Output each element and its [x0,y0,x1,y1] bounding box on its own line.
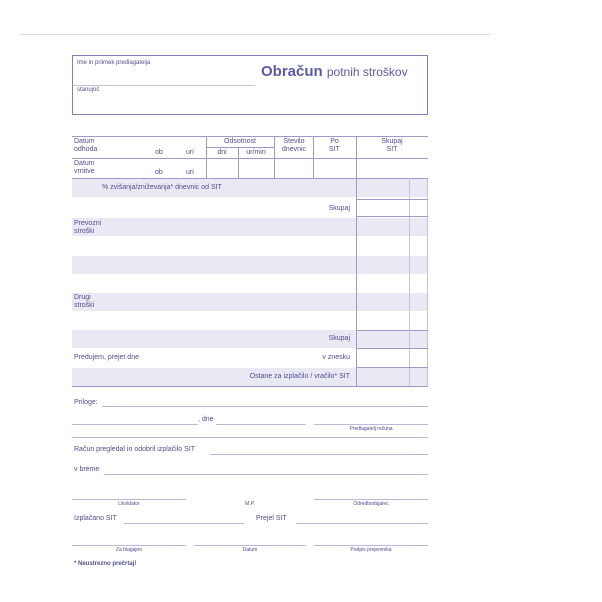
subtotal2-label: Skupaj [328,335,350,342]
header-box [72,55,428,115]
form-title-rest: potnih stroškov [326,65,408,79]
days-label: dni [217,149,227,156]
uri-label: uri [186,149,194,156]
subtotal1-label: Skupaj [328,205,350,212]
approver-label: Odredbodajalec [353,501,389,507]
band-transport-2 [72,256,428,274]
total-sit-label: Skupaj SIT [381,138,403,153]
band-transport-1 [72,218,428,236]
mp-label: M.P. [245,501,255,507]
liquidator-label: Likvidator [118,501,140,507]
footnote: * Neustrezno prečrtaj! [74,561,137,567]
reviewed-label: Račun pregledal in odobril izplačilo SIT [74,446,196,453]
remainder-label: Ostane za izplačilo / vračilo* SIT [249,373,350,380]
uri2-label: uri [186,169,194,176]
received-label: Prejel SIT [256,515,287,522]
treasurer-label: Za blagajno [115,547,143,553]
date-sep-label: , dne [198,416,214,423]
attachments-label: Priloge: [74,399,98,406]
return-date-label: Datum vrnitve [74,160,95,175]
band-other-1 [72,293,428,311]
band-other-2 [72,330,428,348]
form-title-bold: Obračun [261,63,323,80]
charge-to-label: v breme [74,466,100,473]
recipient-sign-label: Podpis prejemnika [350,547,392,553]
residence-label: stanujoč [77,87,100,93]
absence-label: Odsotnost [224,138,256,145]
table-head-line [72,158,428,159]
transport-costs-label: Prevozni stroški [74,220,102,235]
increase-label: % zvišanja/zniževanja* dnevnic od SIT [102,184,222,191]
form-title [261,63,408,80]
table-top-line [72,136,428,137]
claimant-sign-label: Predlagatelj računa [349,426,393,432]
advance-label: Predujem, prejet dne [74,354,139,361]
ob2-label: ob [155,169,163,176]
ob-label: ob [155,149,163,156]
date-label: Datum [242,547,258,553]
other-costs-label: Drugi stroški [74,294,95,309]
hours-min-label: ur/min [246,149,266,156]
per-diem-count-label: Število dnevnic [281,138,307,153]
paid-label: Izplačano SIT [74,515,117,522]
name-label: Ime in priimek predlagatelja [77,60,151,66]
amount-label: v znesku [322,354,350,361]
departure-date-label: Datum odhoda [74,138,98,153]
name-line [73,85,255,86]
per-sit-label: Po SIT [329,138,340,153]
